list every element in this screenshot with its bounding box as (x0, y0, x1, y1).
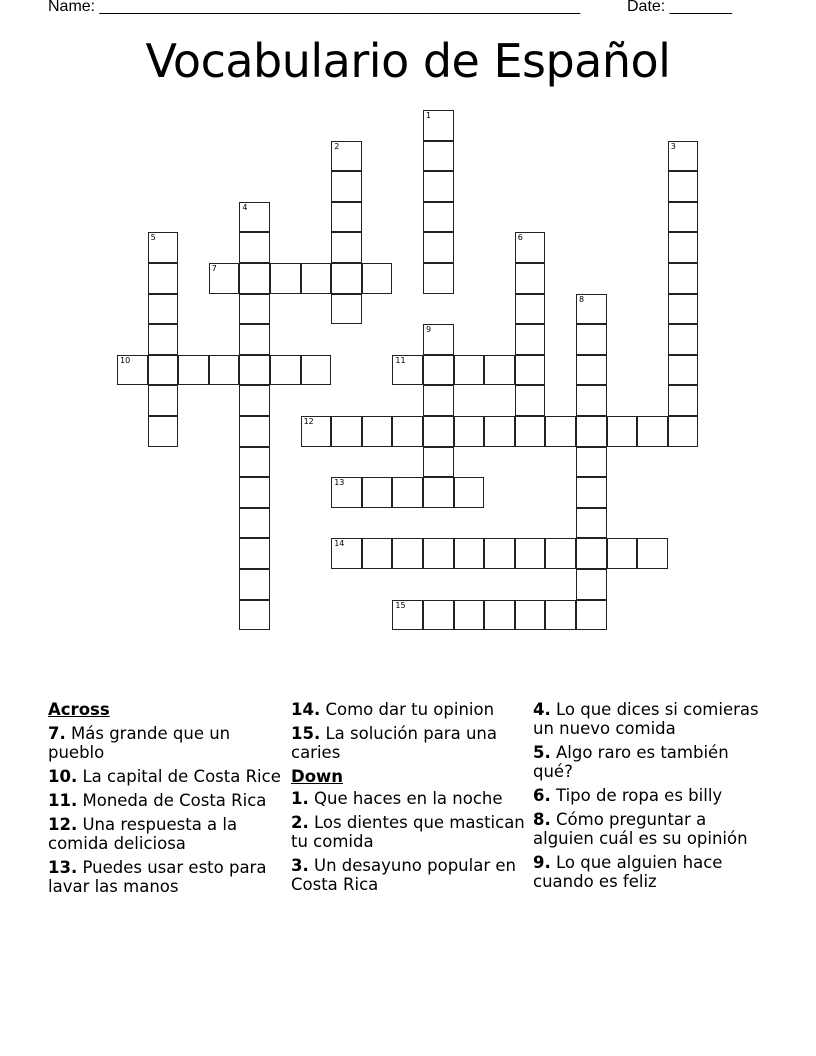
date-field[interactable]: Date: _______ (627, 0, 732, 15)
grid-cell[interactable] (576, 538, 607, 569)
grid-cell[interactable] (454, 416, 485, 447)
grid-cell[interactable] (637, 416, 668, 447)
grid-cell[interactable] (239, 600, 270, 631)
grid-cell[interactable] (484, 600, 515, 631)
grid-cell[interactable] (423, 447, 454, 478)
grid-cell[interactable] (607, 416, 638, 447)
grid-cell[interactable] (576, 294, 607, 325)
clue-number: 2 (334, 141, 340, 151)
grid-cell[interactable] (576, 447, 607, 478)
grid-cell[interactable] (515, 385, 546, 416)
grid-cell[interactable] (668, 202, 699, 233)
clue-number: 12 (303, 417, 314, 426)
clue-column-1 (48, 700, 283, 901)
clue-column-3 (533, 700, 768, 896)
grid-cell[interactable] (576, 416, 607, 447)
grid-cell[interactable] (576, 477, 607, 508)
grid-cell[interactable] (148, 324, 179, 355)
grid-cell[interactable] (423, 232, 454, 263)
grid-cell[interactable] (148, 355, 179, 386)
clue-across-14: 14. Como dar tu opinion (291, 700, 495, 719)
grid-cell[interactable] (239, 538, 270, 569)
clue-number: 8 (579, 294, 585, 304)
grid-cell[interactable] (239, 416, 270, 447)
grid-cell[interactable] (545, 538, 576, 569)
grid-cell[interactable] (362, 416, 393, 447)
clue-down-2: 2. Los dientes que mastican tu comida (291, 813, 525, 851)
grid-cell[interactable] (392, 538, 423, 569)
grid-cell[interactable] (423, 110, 454, 141)
grid-cell[interactable] (423, 141, 454, 172)
clue-across-11: 11. Moneda de Costa Rica (48, 791, 267, 810)
grid-cell[interactable] (239, 355, 270, 386)
clue-number: 15 (395, 600, 406, 610)
grid-cell[interactable] (239, 569, 270, 600)
grid-cell[interactable] (362, 538, 393, 569)
grid-cell[interactable] (239, 477, 270, 508)
grid-cell[interactable] (331, 232, 362, 263)
grid-cell[interactable] (515, 294, 546, 325)
grid-cell[interactable] (148, 232, 179, 263)
grid-cell[interactable] (331, 141, 362, 172)
grid-cell[interactable] (392, 600, 423, 631)
clue-number: 11 (395, 355, 406, 365)
clue-number: 9 (426, 325, 432, 335)
across-heading: Across (48, 700, 110, 719)
grid-cell[interactable] (576, 569, 607, 600)
grid-cell[interactable] (239, 324, 270, 355)
grid-cell[interactable] (576, 600, 607, 631)
grid-cell[interactable] (668, 171, 699, 202)
clue-down-8: 8. Cómo preguntar a alguien cuál es su opinión (533, 810, 748, 848)
grid-cell[interactable] (484, 416, 515, 447)
grid-cell[interactable] (209, 263, 240, 294)
grid-cell[interactable] (423, 385, 454, 416)
grid-cell[interactable] (362, 263, 393, 294)
grid-cell[interactable] (392, 355, 423, 386)
grid-cell[interactable] (607, 538, 638, 569)
grid-cell[interactable] (454, 477, 485, 508)
grid-cell[interactable] (668, 294, 699, 325)
grid-cell[interactable] (668, 324, 699, 355)
grid-cell[interactable] (668, 416, 699, 447)
clue-across-15: 15. La solución para una caries (291, 724, 497, 762)
grid-cell[interactable] (239, 447, 270, 478)
grid-cell[interactable] (423, 355, 454, 386)
grid-cell[interactable] (239, 263, 270, 294)
grid-cell[interactable] (331, 202, 362, 233)
grid-cell[interactable] (148, 385, 179, 416)
grid-cell[interactable] (148, 294, 179, 325)
clue-number: 13 (334, 478, 345, 488)
grid-cell[interactable] (454, 600, 485, 631)
grid-cell[interactable] (515, 600, 546, 631)
grid-cell[interactable] (668, 263, 699, 294)
clue-down-4: 4. Lo que dices si comieras un nuevo comida (533, 700, 759, 738)
grid-cell[interactable] (545, 600, 576, 631)
clue-number: 10 (120, 355, 131, 365)
grid-cell[interactable] (117, 355, 148, 386)
grid-cell[interactable] (392, 416, 423, 447)
grid-cell[interactable] (576, 385, 607, 416)
clue-number: 3 (670, 141, 676, 151)
clue-number: 5 (150, 233, 156, 243)
grid-cell[interactable] (148, 263, 179, 294)
grid-cell[interactable] (576, 508, 607, 539)
grid-cell[interactable] (454, 355, 485, 386)
grid-cell[interactable] (576, 324, 607, 355)
grid-cell[interactable] (270, 355, 301, 386)
clue-across-10: 10. La capital de Costa Rice (48, 767, 281, 786)
grid-cell[interactable] (454, 538, 485, 569)
grid-cell[interactable] (239, 202, 270, 233)
grid-cell[interactable] (484, 538, 515, 569)
page-title: Vocabulario de Español (145, 34, 671, 88)
grid-cell[interactable] (331, 538, 362, 569)
grid-cell[interactable] (423, 477, 454, 508)
clue-number: 14 (334, 539, 345, 549)
grid-cell[interactable] (331, 477, 362, 508)
grid-cell[interactable] (515, 355, 546, 386)
grid-cell[interactable] (423, 202, 454, 233)
grid-cell[interactable] (484, 355, 515, 386)
grid-cell[interactable] (423, 263, 454, 294)
clue-down-3: 3. Un desayuno popular en Costa Rica (291, 856, 516, 894)
clue-number: 1 (426, 111, 432, 120)
down-heading: Down (291, 767, 344, 786)
clue-number: 7 (211, 264, 217, 273)
grid-cell[interactable] (668, 232, 699, 263)
grid-cell[interactable] (209, 355, 240, 386)
grid-cell[interactable] (392, 477, 423, 508)
grid-cell[interactable] (637, 538, 668, 569)
clue-number: 6 (517, 233, 523, 243)
grid-cell[interactable] (545, 416, 576, 447)
grid-cell[interactable] (515, 263, 546, 294)
grid-cell[interactable] (239, 232, 270, 263)
grid-cell[interactable] (301, 355, 332, 386)
grid-cell[interactable] (331, 263, 362, 294)
grid-cell[interactable] (148, 416, 179, 447)
grid-cell[interactable] (239, 294, 270, 325)
clue-down-6: 6. Tipo de ropa es billy (533, 786, 723, 805)
grid-cell[interactable] (270, 263, 301, 294)
grid-cell[interactable] (301, 263, 332, 294)
grid-cell[interactable] (331, 416, 362, 447)
grid-cell[interactable] (576, 355, 607, 386)
grid-cell[interactable] (239, 508, 270, 539)
grid-cell[interactable] (423, 324, 454, 355)
grid-cell[interactable] (668, 355, 699, 386)
grid-cell[interactable] (423, 416, 454, 447)
name-field[interactable]: Name: ______________________________________________________ (48, 0, 581, 15)
clue-down-5: 5. Algo raro es también qué? (533, 743, 729, 781)
grid-cell[interactable] (301, 416, 332, 447)
clue-number: 4 (242, 202, 248, 212)
grid-cell[interactable] (423, 600, 454, 631)
grid-cell[interactable] (239, 385, 270, 416)
grid-cell[interactable] (515, 324, 546, 355)
clue-down-1: 1. Que haces en la noche (291, 789, 503, 808)
grid-cell[interactable] (362, 477, 393, 508)
grid-cell[interactable] (423, 171, 454, 202)
clue-across-13: 13. Puedes usar esto para lavar las manos (48, 858, 267, 896)
grid-cell[interactable] (178, 355, 209, 386)
grid-cell[interactable] (515, 538, 546, 569)
clue-down-9: 9. Lo que alguien hace cuando es feliz (533, 853, 723, 891)
grid-cell[interactable] (515, 232, 546, 263)
grid-cell[interactable] (331, 171, 362, 202)
clue-across-7: 7. Más grande que un pueblo (48, 724, 231, 762)
clue-across-12: 12. Una respuesta a la comida deliciosa (48, 815, 238, 853)
grid-cell[interactable] (668, 385, 699, 416)
clue-column-2 (291, 700, 526, 899)
grid-cell[interactable] (331, 294, 362, 325)
grid-cell[interactable] (668, 141, 699, 172)
grid-cell[interactable] (515, 416, 546, 447)
grid-cell[interactable] (423, 538, 454, 569)
